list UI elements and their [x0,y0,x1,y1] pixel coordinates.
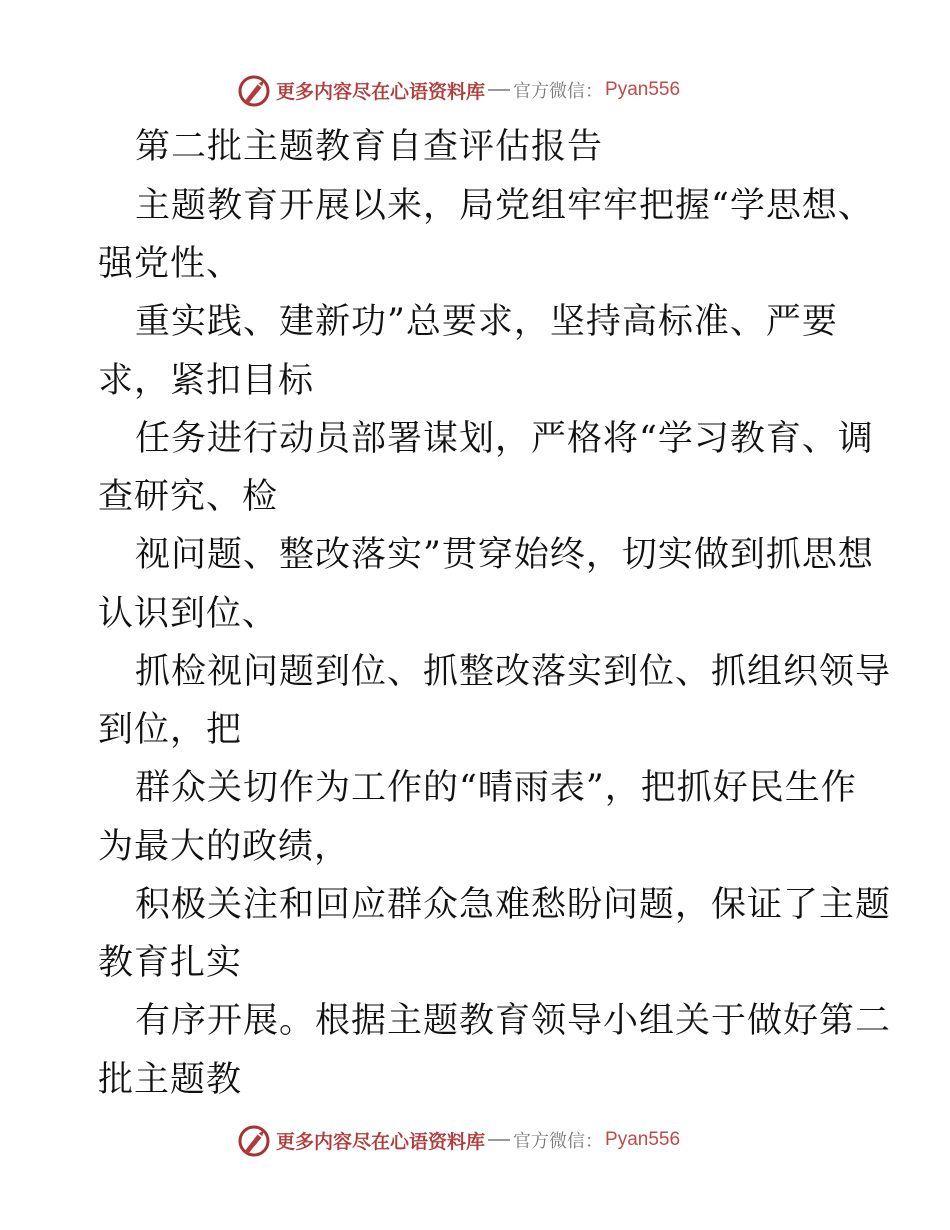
body-line: 强党性、 [98,244,243,284]
watermark-handle: Pyan556 [605,79,681,100]
body-line: 教育扎实 [98,943,243,983]
fountain-pen-logo-icon [236,72,272,108]
watermark-slogan: 更多内容尽在心语资料库 [276,1130,486,1153]
document-title: 第二批主题教育自查评估报告 [135,127,604,167]
watermark-official-label: 官方微信： [513,81,604,102]
body-line: 抓检视问题到位、抓整改落实到位、抓组织领导 [135,652,892,692]
body-line: 查研究、检 [98,477,279,517]
body-line: 批主题教 [98,1060,243,1100]
watermark-official-label: 官方微信： [513,1131,604,1152]
footer-watermark [236,1122,680,1158]
body-line: 为最大的政绩， [98,827,351,867]
header-watermark [236,72,680,108]
watermark-dash [488,1139,510,1141]
watermark-handle: Pyan556 [605,1129,681,1150]
body-line: 重实践、建新功”总要求，坚持高标准、严要 [135,302,838,342]
body-line: 任务进行动员部署谋划，严格将“学习教育、调 [135,419,874,459]
body-line: 主题教育开展以来，局党组牢牢把握“学思想、 [135,186,874,226]
body-line: 求，紧扣目标 [98,361,315,401]
body-line: 视问题、整改落实”贯穿始终，切实做到抓思想 [135,535,874,575]
body-line: 群众关切作为工作的“晴雨表”，把抓好民生作 [135,768,857,808]
watermark-dash [488,89,510,91]
fountain-pen-logo-icon [236,1122,272,1158]
watermark-slogan: 更多内容尽在心语资料库 [276,80,486,103]
body-line: 有序开展。根据主题教育领导小组关于做好第二 [135,1001,892,1041]
body-line: 积极关注和回应群众急难愁盼问题，保证了主题 [135,885,892,925]
body-line: 到位，把 [98,710,243,750]
body-line: 认识到位、 [98,594,279,634]
